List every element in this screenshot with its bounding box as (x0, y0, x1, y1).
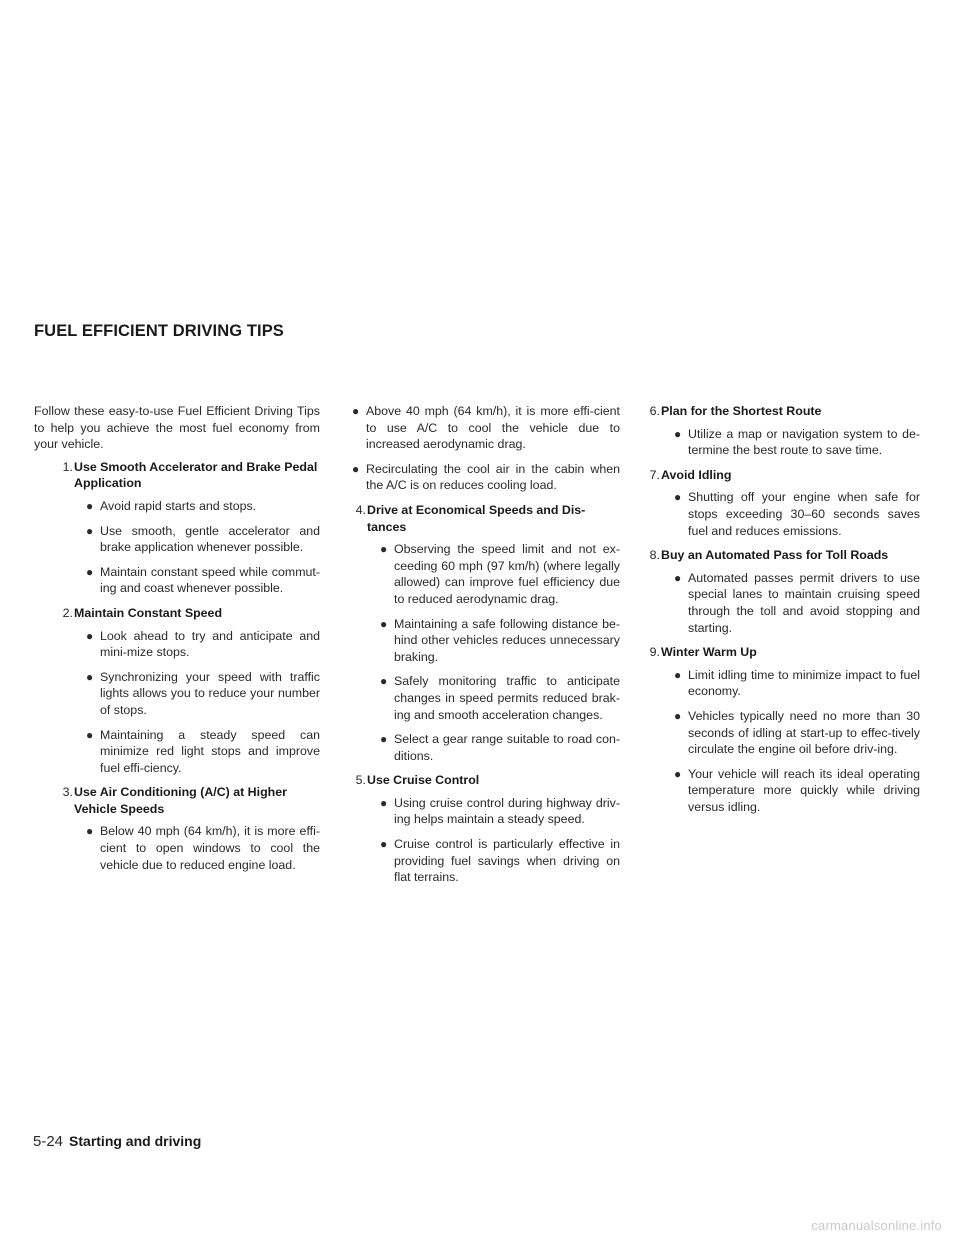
bullet-icon: ● (380, 732, 388, 747)
tip-4 (340, 502, 620, 764)
bullet-icon: ● (380, 616, 388, 631)
list-item: ● Recirculating the cool air in the cabin when the A/C is on reduces cooling load. (352, 461, 620, 493)
tip-number: 3. (62, 785, 73, 800)
list-item: ● Maintain constant speed while commut-ing and coast whenever possible. (86, 564, 320, 596)
bullet-icon: ● (352, 404, 360, 418)
bullet-icon: ● (674, 766, 682, 781)
list-item: ● Shutting off your engine when safe for stops exceeding 30–60 seconds saves fuel and reduces emissions. (674, 490, 920, 538)
tip-number: 8. (649, 548, 660, 563)
bullet-icon: ● (380, 795, 388, 810)
tip-8 (640, 547, 920, 636)
bullet-icon: ● (380, 837, 388, 852)
column-1 (34, 403, 320, 881)
column-2 (340, 403, 620, 894)
list-item: ● Observing the speed limit and not ex-ceeding 60 mph (97 km/h) (where legally allowed) can improve fuel efficiency due to reduced aerodynamic drag. (380, 542, 620, 606)
bullet-icon: ● (380, 542, 388, 557)
intro-paragraph: Follow these easy-to-use Fuel Efficient Driving Tips to help you achieve the most fuel economy from your vehicle. (34, 404, 320, 452)
tip-number: 6. (649, 404, 660, 418)
tip-number: 7. (649, 467, 660, 482)
bullet-icon: ● (86, 824, 94, 839)
list-item: ● Synchronizing your speed with traffic lights allows you to reduce your number of stops. (86, 669, 320, 717)
list-item: ● Vehicles typically need no more than 30 seconds of idling at start-up to effec-tively circulate the engine oil before driv-ing. (674, 708, 920, 757)
bullet-icon: ● (86, 523, 94, 538)
list-item: ● Maintaining a steady speed can minimize red light stops and improve fuel effi-ciency. (86, 727, 320, 775)
bullet-icon: ● (674, 490, 682, 505)
list-item: ● Maintaining a safe following distance be-hind other vehicles reduces unnecessary braking. (380, 616, 620, 664)
tip-heading: Maintain Constant Speed (74, 605, 223, 620)
bullet-icon: ● (86, 498, 94, 513)
tip-7 (640, 467, 920, 539)
bullet-icon: ● (86, 564, 94, 579)
list-item: ● Safely monitoring traffic to anticipate changes in speed permits reduced brak-ing and smooth acceleration changes. (380, 674, 620, 722)
bullet-icon: ● (86, 628, 94, 643)
tip-heading: Use Smooth Accelerator and Brake Pedal Application (74, 459, 318, 491)
tip-1 (34, 459, 320, 597)
bullet-icon: ● (86, 727, 94, 742)
tip-heading: Drive at Economical Speeds and Dis-tances (367, 502, 586, 534)
tip-heading: Use Air Conditioning (A/C) at Higher Vehicle Speeds (74, 785, 287, 816)
tip-heading: Buy an Automated Pass for Toll Roads (661, 548, 889, 563)
list-item: ● Above 40 mph (64 km/h), it is more effi-cient to use A/C to cool the vehicle due to increased aerodynamic drag. (352, 404, 620, 452)
list-item: ● Below 40 mph (64 km/h), it is more effi-cient to open windows to cool the vehicle due to reduced engine load. (86, 824, 320, 872)
bullet-icon: ● (86, 669, 94, 684)
column-3 (640, 403, 920, 823)
list-item: ● Utilize a map or navigation system to de-termine the best route to save time. (674, 426, 920, 458)
bullet-icon: ● (352, 461, 360, 476)
list-item: ● Avoid rapid starts and stops. (86, 498, 257, 513)
tip-2 (34, 605, 320, 776)
bullet-icon: ● (674, 667, 682, 682)
tip-number: 2. (62, 605, 73, 620)
tip-3 (34, 784, 320, 873)
list-item: ● Use smooth, gentle accelerator and brake application whenever possible. (86, 523, 320, 555)
list-item: ● Automated passes permit drivers to use special lanes to maintain cruising speed through the toll and avoid stopping and starting. (674, 570, 920, 635)
list-item: ● Using cruise control during highway driv-ing helps maintain a steady speed. (380, 795, 620, 827)
bullet-icon: ● (674, 426, 682, 441)
list-item: ● Your vehicle will reach its ideal operating temperature more quickly while driving versus idling. (674, 766, 920, 814)
tip-heading: Avoid Idling (661, 467, 732, 482)
list-item: ● Look ahead to try and anticipate and mini-mize stops. (86, 628, 320, 660)
tip-9 (640, 644, 920, 815)
page-number: 5-24 (33, 1133, 64, 1150)
tip-heading: Plan for the Shortest Route (661, 404, 822, 418)
tip-number: 5. (355, 773, 366, 788)
tip-number: 4. (355, 502, 366, 517)
bullet-icon: ● (674, 570, 682, 585)
watermark: carmanualsonline.info (811, 1218, 942, 1233)
tip-number: 9. (649, 645, 660, 660)
list-item: ● Limit idling time to minimize impact to fuel economy. (674, 667, 920, 699)
tip-heading: Use Cruise Control (367, 773, 480, 788)
bullet-icon: ● (380, 674, 388, 689)
tip-heading: Winter Warm Up (661, 645, 757, 660)
list-item: ● Cruise control is particularly effective in providing fuel savings when driving on flat terrains. (380, 837, 620, 885)
tip-5 (340, 772, 620, 886)
section-title: FUEL EFFICIENT DRIVING TIPS (34, 322, 284, 340)
bullet-icon: ● (674, 708, 682, 723)
list-item: ● Select a gear range suitable to road con-ditions. (380, 732, 620, 763)
tip-6 (640, 403, 920, 459)
page-footer (33, 1133, 201, 1150)
chapter-title: Starting and driving (69, 1133, 202, 1149)
tip-number: 1. (62, 459, 73, 474)
